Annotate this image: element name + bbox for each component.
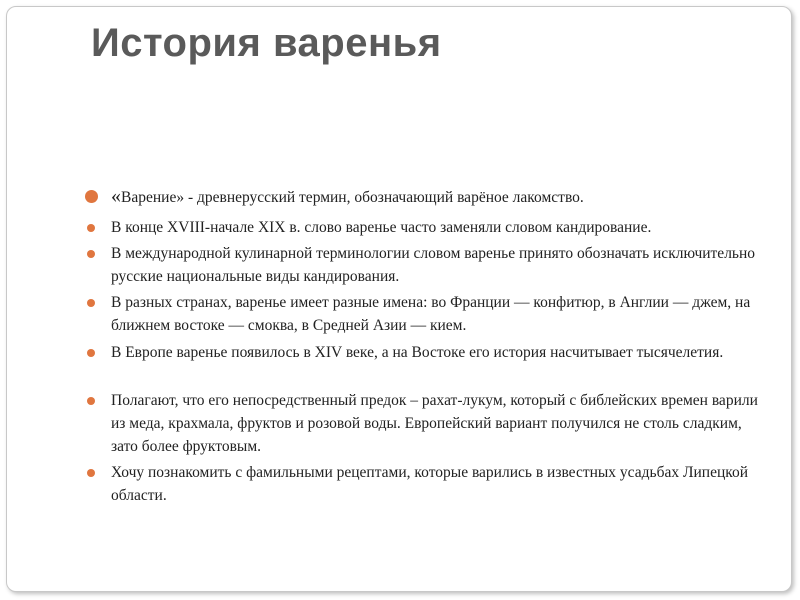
bullet-text: В Европе варенье появилось в XIV веке, а на Востоке его история насчитывает тысячелетия. — [111, 344, 724, 361]
bullet-lead-quote: « — [111, 185, 121, 207]
bullet-item — [111, 389, 761, 458]
bullet-dot-icon — [87, 397, 95, 405]
bullet-text: Хочу познакомить с фамильными рецептами, которые варились в известных усадьбах Липецкой области. — [111, 464, 749, 504]
bullet-item — [111, 461, 761, 507]
bullet-item — [111, 341, 761, 364]
bullet-text: Полагают, что его непосредственный предок – рахат-лукум, который с библейских времен варили из меда, крахмала, фруктов и розовой воды. Европейский вариант получился не столь сладким, зато более фруктовым. — [111, 392, 758, 455]
bullet-item — [111, 185, 761, 209]
slide — [6, 6, 792, 592]
bullet-dot-icon — [87, 250, 95, 258]
bullet-item — [111, 216, 761, 239]
bullet-dot-icon — [87, 469, 95, 477]
bullet-item — [111, 242, 761, 288]
bullet-dot-icon — [87, 224, 95, 232]
bullet-item — [111, 291, 761, 337]
bullet-text: Варение» - древнерусский термин, обозначающий варёное лакомство. — [121, 189, 584, 206]
slide-title: История варенья — [91, 21, 442, 65]
bullet-text: В разных странах, варенье имеет разные имена: во Франции — конфитюр, в Англии — джем, на ближнем востоке — смоква, в Средней Азии — кием. — [111, 294, 751, 334]
bullet-text: В международной кулинарной терминологии словом варенье принято обозначать исключительно русские национальные виды кандирования. — [111, 245, 756, 285]
bullet-dot-icon — [87, 349, 95, 357]
bullet-dot-icon — [87, 299, 95, 307]
bullet-text: В конце XVIII-начале XIX в. слово варенье часто заменяли словом кандирование. — [111, 219, 652, 236]
bullet-dot-icon — [85, 190, 98, 203]
